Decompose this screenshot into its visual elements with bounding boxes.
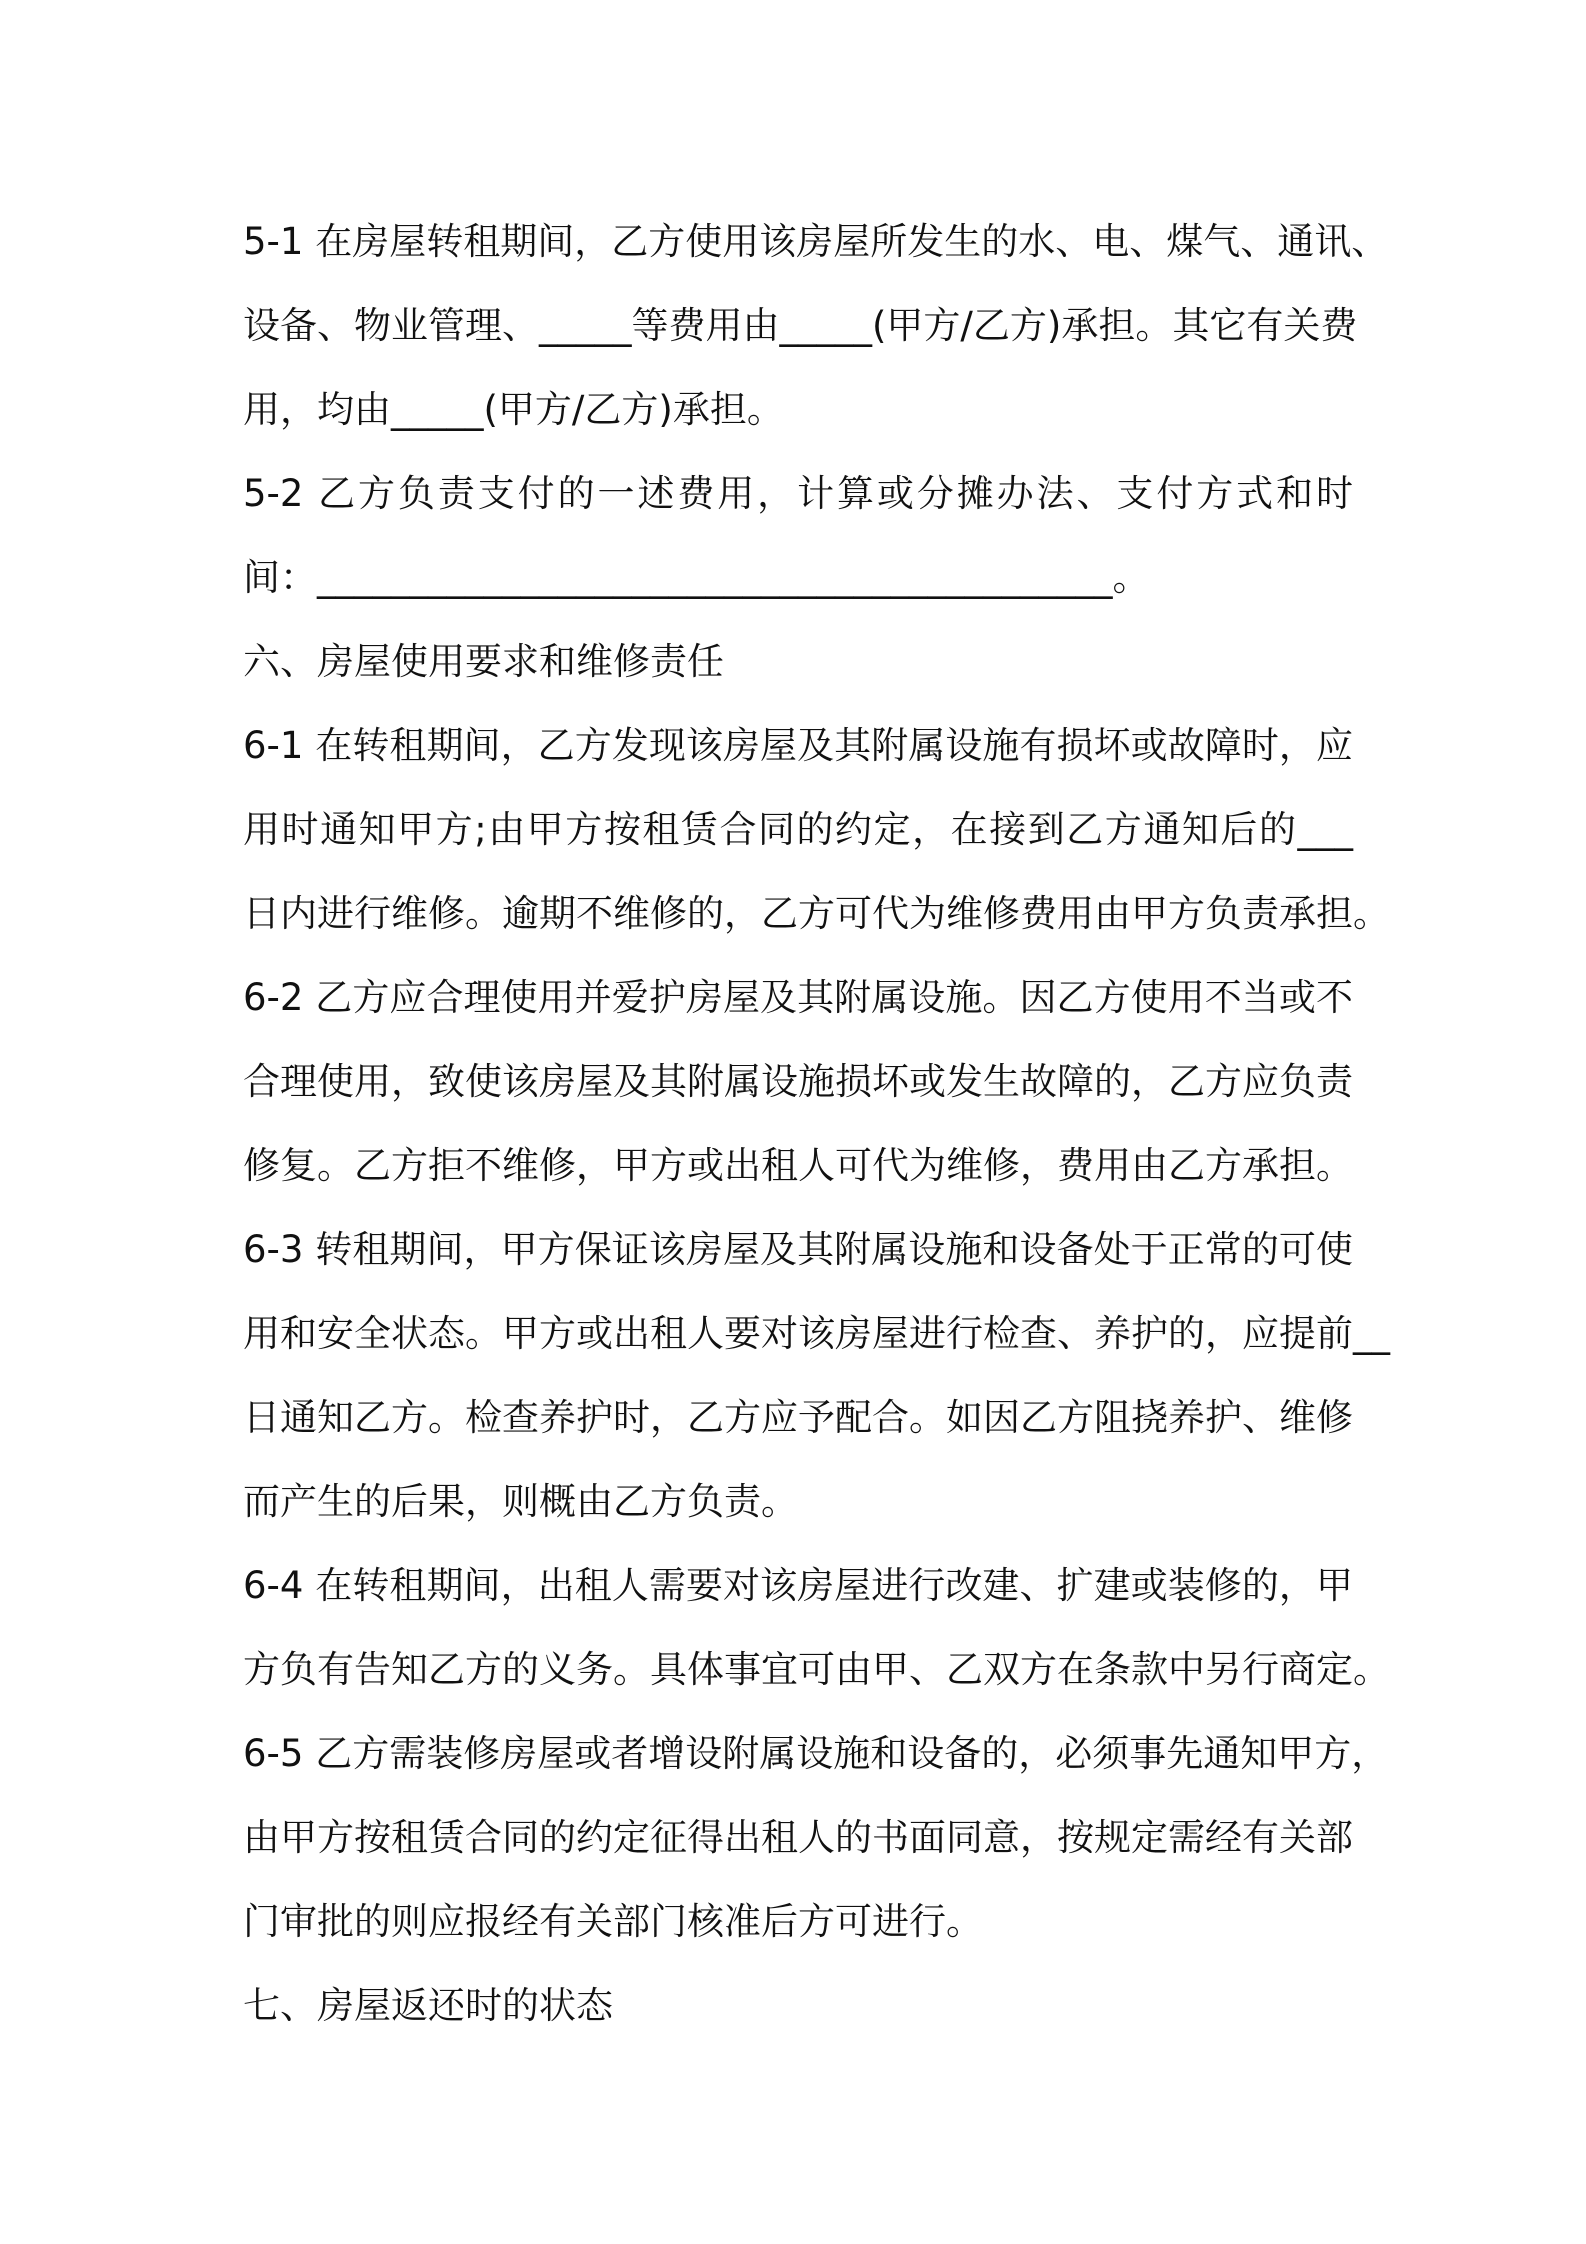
clause-5-1-line-2: 设备、物业管理、_____等费用由_____(甲方/乙方)承担。其它有关费 <box>243 304 1358 347</box>
section-7-heading: 七、房屋返还时的状态 <box>243 1984 613 2027</box>
clause-6-2-line-3: 修复。乙方拒不维修，甲方或出租人可代为维修，费用由乙方承担。 <box>243 1144 1353 1187</box>
clause-6-1-line-2: 用时通知甲方;由甲方按租赁合同的约定，在接到乙方通知后的___ <box>243 808 1353 851</box>
clause-6-1-line-3: 日内进行维修。逾期不维修的，乙方可代为维修费用由甲方负责承担。 <box>243 892 1390 935</box>
clause-6-3-line-3: 日通知乙方。检查养护时，乙方应予配合。如因乙方阻挠养护、维修 <box>243 1396 1353 1439</box>
clause-5-2-line-2: 间：___________________________________________。 <box>243 556 1150 599</box>
clause-6-5-line-2: 由甲方按租赁合同的约定征得出租人的书面同意，按规定需经有关部 <box>243 1816 1353 1859</box>
clause-6-3-line-1: 6-3 转租期间，甲方保证该房屋及其附属设施和设备处于正常的可使 <box>243 1228 1353 1271</box>
clause-5-1-line-3: 用，均由_____(甲方/乙方)承担。 <box>243 388 784 431</box>
clause-6-2-line-2: 合理使用，致使该房屋及其附属设施损坏或发生故障的，乙方应负责 <box>243 1060 1353 1103</box>
clause-6-5-line-3: 门审批的则应报经有关部门核准后方可进行。 <box>243 1900 983 1943</box>
clause-6-4-line-1: 6-4 在转租期间，出租人需要对该房屋进行改建、扩建或装修的，甲 <box>243 1564 1353 1607</box>
section-6-heading: 六、房屋使用要求和维修责任 <box>243 640 724 683</box>
clause-6-4-line-2: 方负有告知乙方的义务。具体事宜可由甲、乙双方在条款中另行商定。 <box>243 1648 1390 1691</box>
clause-6-5-line-1: 6-5 乙方需装修房屋或者增设附属设施和设备的，必须事先通知甲方， <box>243 1732 1389 1775</box>
clause-5-2-line-1: 5-2 乙方负责支付的一述费用，计算或分摊办法、支付方式和时 <box>243 472 1353 515</box>
clause-6-1-line-1: 6-1 在转租期间，乙方发现该房屋及其附属设施有损坏或故障时，应 <box>243 724 1353 767</box>
clause-6-2-line-1: 6-2 乙方应合理使用并爱护房屋及其附属设施。因乙方使用不当或不 <box>243 976 1353 1019</box>
contract-page <box>243 200 1390 2048</box>
clause-5-1-line-1: 5-1 在房屋转租期间，乙方使用该房屋所发生的水、电、煤气、通讯、 <box>243 220 1389 263</box>
clause-6-3-line-4: 而产生的后果，则概由乙方负责。 <box>243 1480 798 1523</box>
clause-6-3-line-2: 用和安全状态。甲方或出租人要对该房屋进行检查、养护的，应提前__ <box>243 1312 1390 1355</box>
